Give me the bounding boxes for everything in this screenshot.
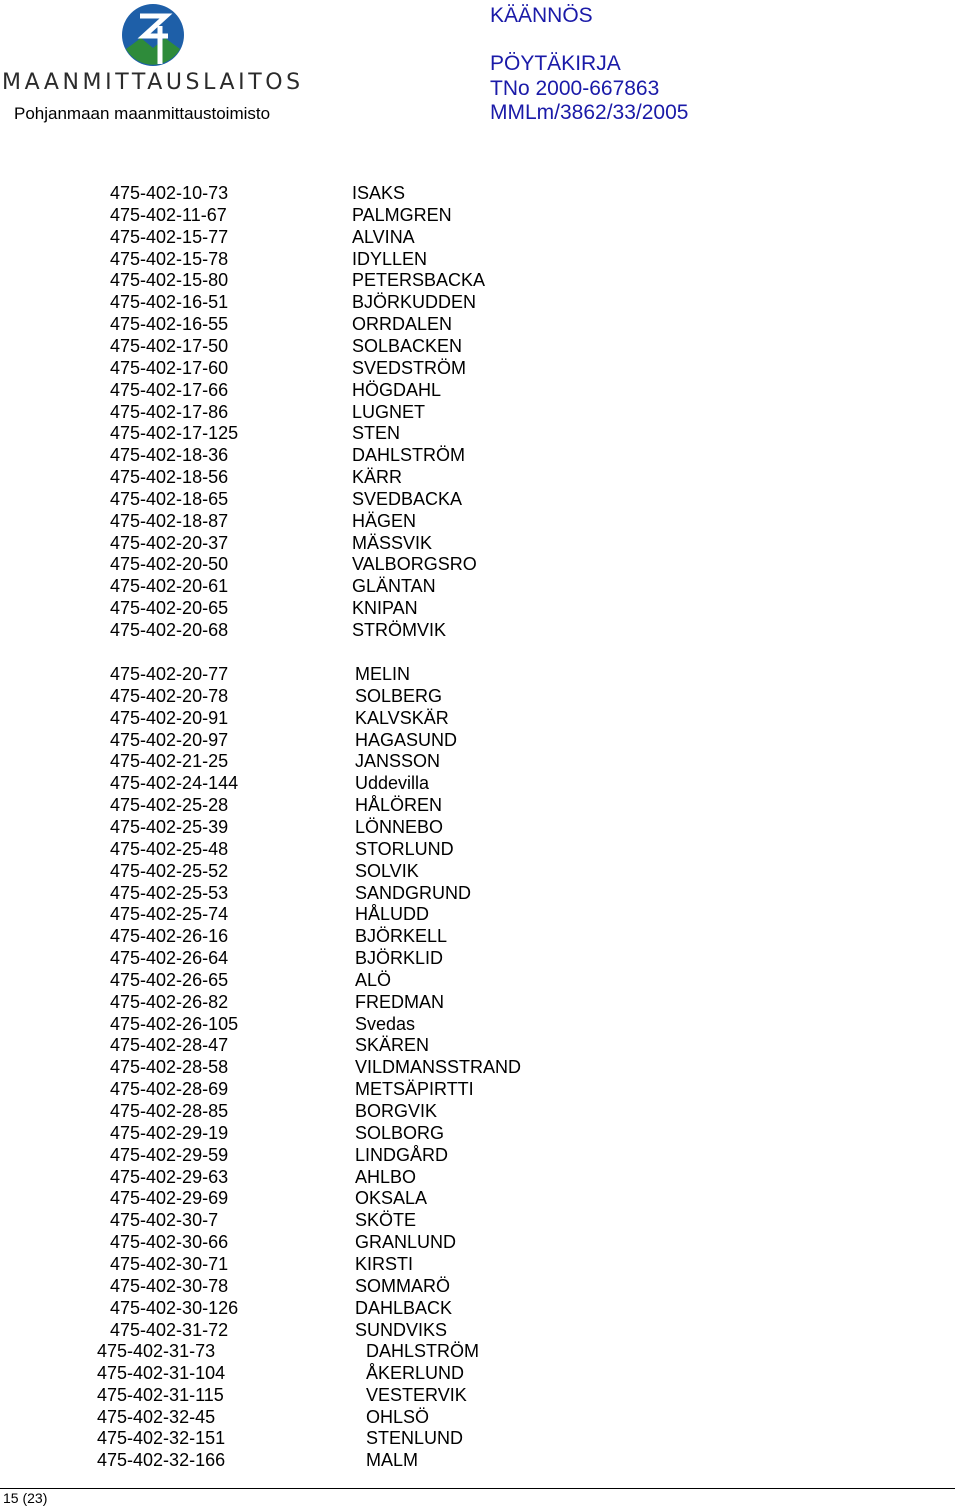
property-id: 475-402-29-63 xyxy=(110,1166,229,1187)
property-name: SKÄREN xyxy=(355,1035,430,1056)
property-name: KNIPAN xyxy=(352,598,418,619)
property-id: 475-402-30-78 xyxy=(110,1275,229,1296)
property-name: LÖNNEBO xyxy=(355,816,444,837)
property-name: AHLBO xyxy=(355,1166,417,1187)
property-name: KALVSKÄR xyxy=(355,707,449,728)
property-name: HÅLÖREN xyxy=(355,795,443,816)
property-name: LUGNET xyxy=(352,401,426,422)
property-id: 475-402-11-67 xyxy=(110,204,227,225)
property-name: MÄSSVIK xyxy=(352,532,433,553)
property-id: 475-402-20-91 xyxy=(110,707,229,728)
property-id: 475-402-17-50 xyxy=(110,335,229,356)
property-id: 475-402-17-60 xyxy=(110,357,229,378)
property-name: STEN xyxy=(352,423,401,444)
footer-divider xyxy=(0,1488,955,1489)
property-id: 475-402-20-68 xyxy=(110,620,229,640)
property-id: 475-402-26-16 xyxy=(110,926,229,947)
property-name: Uddevilla xyxy=(355,773,430,794)
property-name: STENLUND xyxy=(366,1428,464,1449)
property-id: 475-402-18-36 xyxy=(110,445,229,466)
office-name: Pohjanmaan maanmittaustoimisto xyxy=(14,104,271,123)
property-id: 475-402-31-104 xyxy=(97,1362,226,1383)
property-id: 475-402-20-65 xyxy=(110,598,229,619)
property-id: 475-402-30-7 xyxy=(110,1210,219,1231)
property-id: 475-402-28-69 xyxy=(110,1079,229,1100)
property-name: MALM xyxy=(366,1450,419,1471)
property-id: 475-402-24-144 xyxy=(110,773,239,794)
property-name: FREDMAN xyxy=(355,991,444,1012)
property-name: SOMMARÖ xyxy=(355,1275,451,1296)
property-name: VALBORGSRO xyxy=(352,554,477,575)
property-id: 475-402-17-86 xyxy=(110,401,229,422)
property-name: STRÖMVIK xyxy=(352,620,447,640)
property-name: SKÖTE xyxy=(355,1210,417,1231)
property-id: 475-402-30-126 xyxy=(110,1297,239,1318)
property-name: SUNDVIKS xyxy=(355,1319,448,1340)
header-line-translation: KÄÄNNÖS xyxy=(490,4,593,27)
property-id: 475-402-18-65 xyxy=(110,488,229,509)
property-id: 475-402-29-59 xyxy=(110,1144,229,1165)
property-name: GLÄNTAN xyxy=(352,576,436,597)
property-id: 475-402-25-28 xyxy=(110,795,229,816)
property-name: OHLSÖ xyxy=(366,1406,430,1427)
property-name: BJÖRKELL xyxy=(355,926,448,947)
property-id: 475-402-20-61 xyxy=(110,576,229,597)
property-name: SVEDSTRÖM xyxy=(352,357,467,378)
property-name: PALMGREN xyxy=(352,204,452,225)
property-id: 475-402-20-50 xyxy=(110,554,229,575)
property-id: 475-402-26-105 xyxy=(110,1013,239,1034)
header-line-doc-type: PÖYTÄKIRJA xyxy=(490,52,621,75)
property-id: 475-402-26-82 xyxy=(110,991,229,1012)
property-id: 475-402-32-166 xyxy=(97,1450,226,1471)
property-name: HÄGEN xyxy=(352,510,417,531)
property-id: 475-402-16-51 xyxy=(110,292,229,313)
property-id: 475-402-30-71 xyxy=(110,1253,229,1274)
property-name: VILDMANSSTRAND xyxy=(355,1057,522,1078)
property-name: PETERSBACKA xyxy=(352,270,486,291)
property-id: 475-402-20-97 xyxy=(110,729,229,750)
property-name: SANDGRUND xyxy=(355,882,472,903)
property-name: SOLBACKEN xyxy=(352,335,463,356)
property-id: 475-402-16-55 xyxy=(110,314,229,335)
property-id: 475-402-26-64 xyxy=(110,948,229,969)
property-name: LINDGÅRD xyxy=(355,1144,449,1165)
property-id: 475-402-28-85 xyxy=(110,1101,229,1121)
property-id: 475-402-28-58 xyxy=(110,1057,229,1078)
property-id: 475-402-32-151 xyxy=(97,1428,226,1449)
property-id: 475-402-20-78 xyxy=(110,685,229,706)
property-id: 475-402-26-65 xyxy=(110,969,229,990)
property-name: STORLUND xyxy=(355,838,454,859)
property-name: HÅLUDD xyxy=(355,904,430,925)
property-name: VESTERVIK xyxy=(366,1384,467,1405)
property-id: 475-402-20-37 xyxy=(110,532,229,553)
property-name: Svedas xyxy=(355,1013,416,1034)
property-id: 475-402-31-72 xyxy=(110,1319,229,1340)
property-name: METSÄPIRTTI xyxy=(355,1079,474,1100)
property-id: 475-402-15-80 xyxy=(110,270,229,291)
property-id: 475-402-25-39 xyxy=(110,816,229,837)
org-name: MAANMITTAUSLAITOS xyxy=(2,70,304,95)
property-name: SOLVIK xyxy=(355,860,419,881)
property-id: 475-402-21-25 xyxy=(110,751,229,772)
property-id: 475-402-29-19 xyxy=(110,1122,229,1143)
property-name: ALÖ xyxy=(355,969,392,990)
property-id: 475-402-15-78 xyxy=(110,248,229,269)
property-name: HAGASUND xyxy=(355,729,458,750)
property-name: DAHLSTRÖM xyxy=(352,445,466,466)
property-id: 475-402-25-74 xyxy=(110,904,229,925)
property-name: ORRDALEN xyxy=(352,314,453,335)
property-name: MELIN xyxy=(355,664,411,684)
property-name: SOLBORG xyxy=(355,1122,445,1143)
property-id: 475-402-18-87 xyxy=(110,510,229,531)
page-number: 15 (23) xyxy=(3,1490,48,1506)
property-name: DAHLBACK xyxy=(355,1297,453,1318)
property-id: 475-402-31-73 xyxy=(97,1341,216,1361)
property-id: 475-402-31-115 xyxy=(97,1384,224,1405)
property-name: GRANLUND xyxy=(355,1232,457,1253)
property-id: 475-402-30-66 xyxy=(110,1232,229,1253)
property-id: 475-402-20-77 xyxy=(110,664,229,684)
property-name: KÄRR xyxy=(352,467,403,488)
property-id: 475-402-25-52 xyxy=(110,860,229,881)
property-name: OKSALA xyxy=(355,1188,428,1209)
property-name: DAHLSTRÖM xyxy=(366,1341,480,1361)
property-id: 475-402-17-66 xyxy=(110,379,229,400)
property-id: 475-402-10-73 xyxy=(110,183,229,203)
property-id: 475-402-28-47 xyxy=(110,1035,229,1056)
property-name: SVEDBACKA xyxy=(352,488,463,509)
property-name: JANSSON xyxy=(355,751,441,772)
header-line-reference: MMLm/3862/33/2005 xyxy=(490,101,689,124)
property-name: BORGVIK xyxy=(355,1101,438,1121)
property-id: 475-402-25-53 xyxy=(110,882,229,903)
property-name: BJÖRKLID xyxy=(355,948,444,969)
property-name: IDYLLEN xyxy=(352,248,428,269)
property-name: HÖGDAHL xyxy=(352,379,442,400)
property-name: ÅKERLUND xyxy=(366,1362,465,1383)
property-name: BJÖRKUDDEN xyxy=(352,292,477,313)
header-line-tno: TNo 2000-667863 xyxy=(490,77,660,100)
property-id: 475-402-18-56 xyxy=(110,467,229,488)
property-name: ALVINA xyxy=(352,226,415,247)
property-id: 475-402-15-77 xyxy=(110,226,229,247)
property-name: KIRSTI xyxy=(355,1253,414,1274)
property-name: SOLBERG xyxy=(355,685,443,706)
property-id: 475-402-17-125 xyxy=(110,423,239,444)
property-id: 475-402-25-48 xyxy=(110,838,229,859)
property-id: 475-402-32-45 xyxy=(97,1406,216,1427)
property-name: ISAKS xyxy=(352,183,406,203)
property-id: 475-402-29-69 xyxy=(110,1188,229,1209)
